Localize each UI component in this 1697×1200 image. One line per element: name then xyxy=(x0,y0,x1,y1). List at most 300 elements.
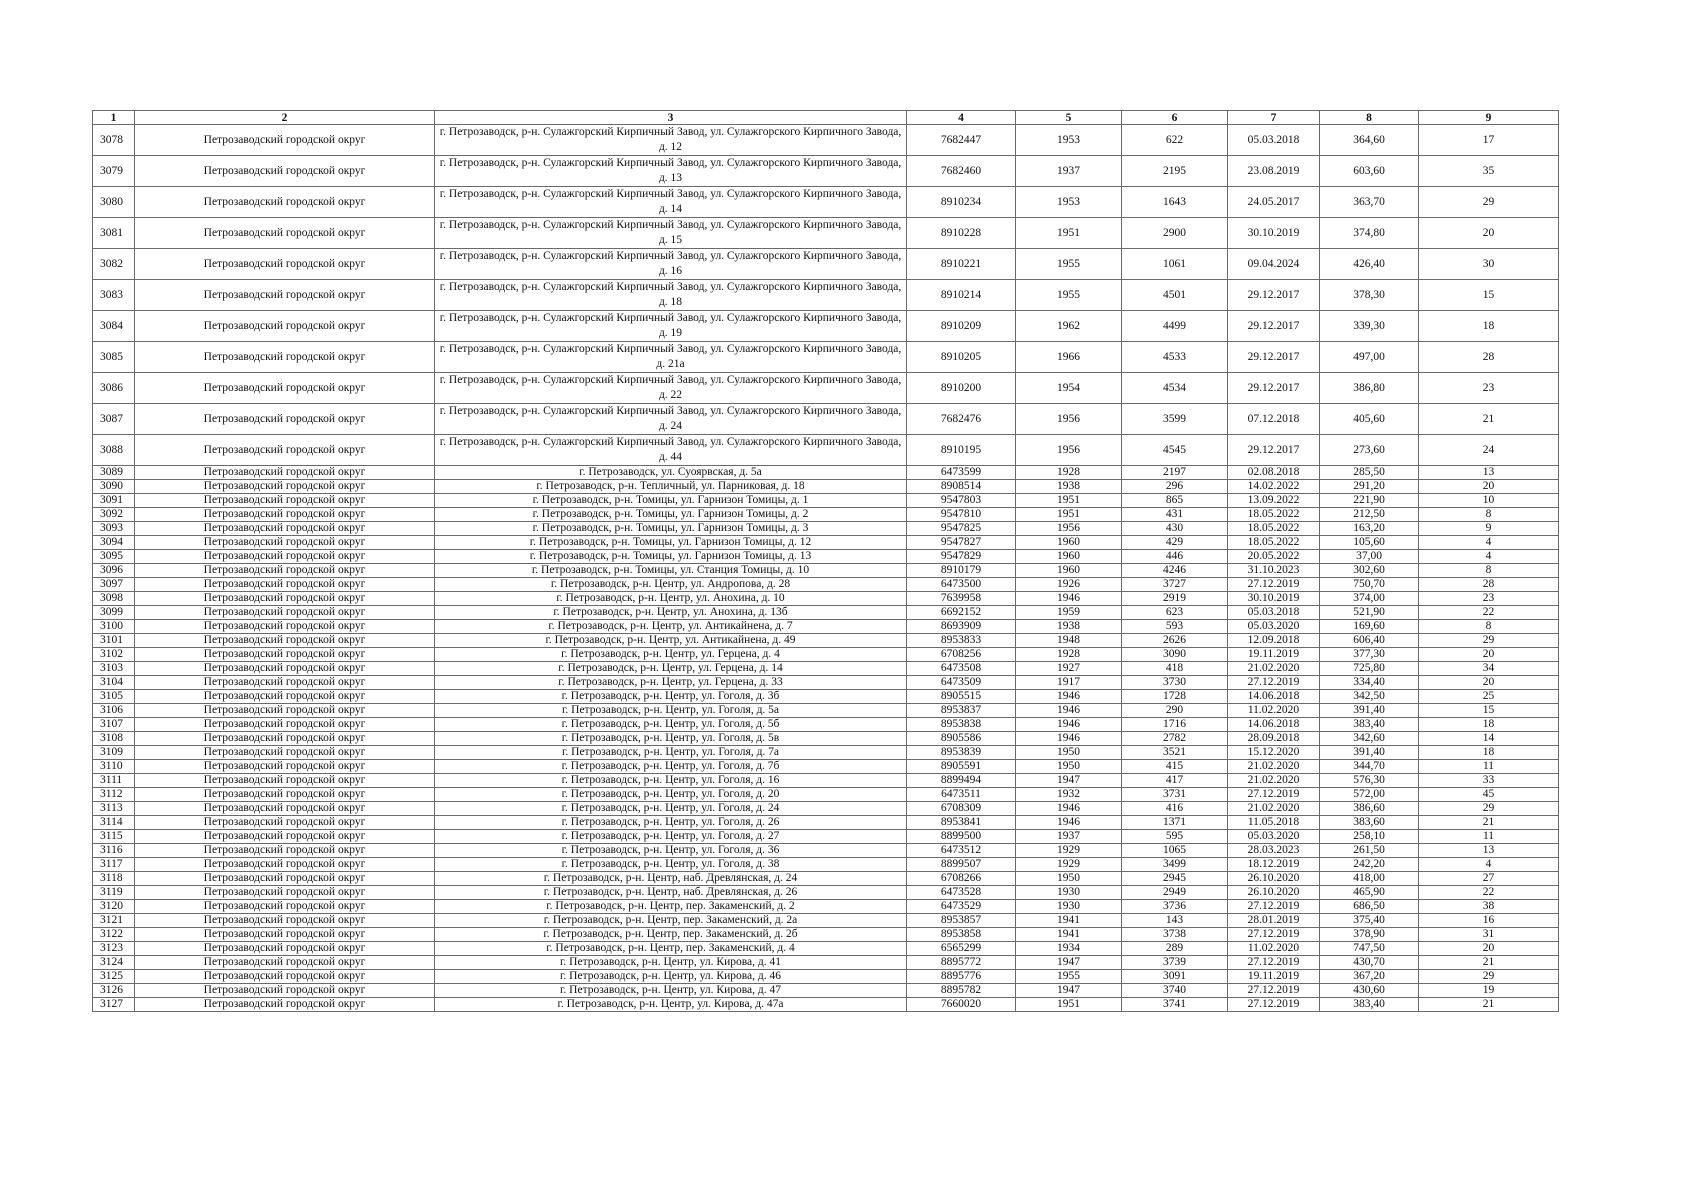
table-row xyxy=(93,886,1559,900)
address-cell: г. Петрозаводск, р-н. Центр, ул. Анохина, д. 10 xyxy=(435,592,907,606)
municipality-cell: Петрозаводский городской округ xyxy=(135,156,435,187)
table-row xyxy=(93,704,1559,718)
area-cell: 521,90 xyxy=(1320,606,1419,620)
year-cell: 1966 xyxy=(1016,342,1122,373)
municipality-cell: Петрозаводский городской округ xyxy=(135,816,435,830)
table-row xyxy=(93,942,1559,956)
date-cell: 21.02.2020 xyxy=(1228,774,1320,788)
address-cell: г. Петрозаводск, р-н. Томицы, ул. Гарнизон Томицы, д. 2 xyxy=(435,508,907,522)
year-cell: 1947 xyxy=(1016,774,1122,788)
date-cell: 05.03.2018 xyxy=(1228,606,1320,620)
area-cell: 302,60 xyxy=(1320,564,1419,578)
table-row xyxy=(93,404,1559,435)
value-9-cell: 11 xyxy=(1419,760,1559,774)
municipality-cell: Петрозаводский городской округ xyxy=(135,522,435,536)
value-9-cell: 21 xyxy=(1419,404,1559,435)
row-number: 3110 xyxy=(93,760,135,774)
row-number: 3085 xyxy=(93,342,135,373)
value-9-cell: 4 xyxy=(1419,536,1559,550)
municipality-cell: Петрозаводский городской округ xyxy=(135,592,435,606)
date-cell: 18.05.2022 xyxy=(1228,508,1320,522)
row-number: 3098 xyxy=(93,592,135,606)
table-row xyxy=(93,156,1559,187)
value-9-cell: 31 xyxy=(1419,928,1559,942)
value-6-cell: 3738 xyxy=(1122,928,1228,942)
object-id-cell: 7660020 xyxy=(907,998,1016,1012)
value-6-cell: 3741 xyxy=(1122,998,1228,1012)
year-cell: 1917 xyxy=(1016,676,1122,690)
year-cell: 1941 xyxy=(1016,928,1122,942)
table-row xyxy=(93,970,1559,984)
date-cell: 23.08.2019 xyxy=(1228,156,1320,187)
year-cell: 1946 xyxy=(1016,592,1122,606)
value-9-cell: 29 xyxy=(1419,187,1559,218)
row-number: 3078 xyxy=(93,125,135,156)
object-id-cell: 6473500 xyxy=(907,578,1016,592)
table-row xyxy=(93,732,1559,746)
value-6-cell: 3091 xyxy=(1122,970,1228,984)
address-cell: г. Петрозаводск, р-н. Центр, ул. Гоголя, д. 24 xyxy=(435,802,907,816)
year-cell: 1962 xyxy=(1016,311,1122,342)
table-row xyxy=(93,928,1559,942)
address-cell: г. Петрозаводск, р-н. Сулажгорский Кирпичный Завод, ул. Сулажгорского Кирпичного Завода, д. 12 xyxy=(435,125,907,156)
value-9-cell: 22 xyxy=(1419,606,1559,620)
municipality-cell: Петрозаводский городской округ xyxy=(135,435,435,466)
value-9-cell: 29 xyxy=(1419,970,1559,984)
year-cell: 1948 xyxy=(1016,634,1122,648)
object-id-cell: 7682447 xyxy=(907,125,1016,156)
address-cell: г. Петрозаводск, р-н. Центр, ул. Кирова, д. 41 xyxy=(435,956,907,970)
date-cell: 27.12.2019 xyxy=(1228,984,1320,998)
value-9-cell: 21 xyxy=(1419,816,1559,830)
date-cell: 26.10.2020 xyxy=(1228,872,1320,886)
table-row xyxy=(93,280,1559,311)
municipality-cell: Петрозаводский городской округ xyxy=(135,187,435,218)
row-number: 3108 xyxy=(93,732,135,746)
area-cell: 386,80 xyxy=(1320,373,1419,404)
row-number: 3124 xyxy=(93,956,135,970)
year-cell: 1953 xyxy=(1016,187,1122,218)
municipality-cell: Петрозаводский городской округ xyxy=(135,508,435,522)
row-number: 3088 xyxy=(93,435,135,466)
address-cell: г. Петрозаводск, р-н. Центр, ул. Гоголя, д. 36 xyxy=(435,844,907,858)
municipality-cell: Петрозаводский городской округ xyxy=(135,718,435,732)
table-row xyxy=(93,844,1559,858)
object-id-cell: 8953839 xyxy=(907,746,1016,760)
value-6-cell: 3521 xyxy=(1122,746,1228,760)
year-cell: 1926 xyxy=(1016,578,1122,592)
date-cell: 27.12.2019 xyxy=(1228,998,1320,1012)
table-row xyxy=(93,494,1559,508)
municipality-cell: Петрозаводский городской округ xyxy=(135,373,435,404)
area-cell: 212,50 xyxy=(1320,508,1419,522)
value-6-cell: 429 xyxy=(1122,536,1228,550)
value-9-cell: 14 xyxy=(1419,732,1559,746)
table-row xyxy=(93,522,1559,536)
value-6-cell: 2197 xyxy=(1122,466,1228,480)
object-id-cell: 9547829 xyxy=(907,550,1016,564)
value-9-cell: 11 xyxy=(1419,830,1559,844)
value-9-cell: 17 xyxy=(1419,125,1559,156)
object-id-cell: 7682460 xyxy=(907,156,1016,187)
address-cell: г. Петрозаводск, р-н. Центр, ул. Андропова, д. 28 xyxy=(435,578,907,592)
row-number: 3107 xyxy=(93,718,135,732)
object-id-cell: 8910209 xyxy=(907,311,1016,342)
municipality-cell: Петрозаводский городской округ xyxy=(135,536,435,550)
date-cell: 12.09.2018 xyxy=(1228,634,1320,648)
value-6-cell: 296 xyxy=(1122,480,1228,494)
row-number: 3125 xyxy=(93,970,135,984)
table-row xyxy=(93,830,1559,844)
address-cell: г. Петрозаводск, р-н. Центр, ул. Гоголя, д. 20 xyxy=(435,788,907,802)
address-cell: г. Петрозаводск, р-н. Центр, ул. Гоголя, д. 38 xyxy=(435,858,907,872)
row-number: 3097 xyxy=(93,578,135,592)
row-number: 3105 xyxy=(93,690,135,704)
area-cell: 383,40 xyxy=(1320,718,1419,732)
row-number: 3091 xyxy=(93,494,135,508)
object-id-cell: 6565299 xyxy=(907,942,1016,956)
year-cell: 1928 xyxy=(1016,648,1122,662)
municipality-cell: Петрозаводский городской округ xyxy=(135,788,435,802)
row-number: 3106 xyxy=(93,704,135,718)
area-cell: 747,50 xyxy=(1320,942,1419,956)
value-9-cell: 29 xyxy=(1419,802,1559,816)
object-id-cell: 8899494 xyxy=(907,774,1016,788)
value-6-cell: 2195 xyxy=(1122,156,1228,187)
value-6-cell: 3731 xyxy=(1122,788,1228,802)
municipality-cell: Петрозаводский городской округ xyxy=(135,480,435,494)
object-id-cell: 7682476 xyxy=(907,404,1016,435)
column-header: 6 xyxy=(1122,111,1228,125)
object-id-cell: 8953838 xyxy=(907,718,1016,732)
table-row xyxy=(93,536,1559,550)
object-id-cell: 8953857 xyxy=(907,914,1016,928)
year-cell: 1934 xyxy=(1016,942,1122,956)
value-6-cell: 2919 xyxy=(1122,592,1228,606)
value-6-cell: 3740 xyxy=(1122,984,1228,998)
municipality-cell: Петрозаводский городской округ xyxy=(135,218,435,249)
date-cell: 14.06.2018 xyxy=(1228,690,1320,704)
value-9-cell: 35 xyxy=(1419,156,1559,187)
value-9-cell: 8 xyxy=(1419,508,1559,522)
value-6-cell: 4501 xyxy=(1122,280,1228,311)
row-number: 3084 xyxy=(93,311,135,342)
date-cell: 18.12.2019 xyxy=(1228,858,1320,872)
table-row xyxy=(93,802,1559,816)
table-row xyxy=(93,872,1559,886)
address-cell: г. Петрозаводск, р-н. Центр, ул. Гоголя, д. 27 xyxy=(435,830,907,844)
column-header: 4 xyxy=(907,111,1016,125)
address-cell: г. Петрозаводск, р-н. Центр, пер. Закаменский, д. 2б xyxy=(435,928,907,942)
year-cell: 1927 xyxy=(1016,662,1122,676)
area-cell: 576,30 xyxy=(1320,774,1419,788)
value-9-cell: 33 xyxy=(1419,774,1559,788)
date-cell: 29.12.2017 xyxy=(1228,280,1320,311)
area-cell: 606,40 xyxy=(1320,634,1419,648)
value-9-cell: 34 xyxy=(1419,662,1559,676)
object-id-cell: 6708309 xyxy=(907,802,1016,816)
area-cell: 426,40 xyxy=(1320,249,1419,280)
area-cell: 363,70 xyxy=(1320,187,1419,218)
area-cell: 364,60 xyxy=(1320,125,1419,156)
year-cell: 1937 xyxy=(1016,156,1122,187)
object-id-cell: 7639958 xyxy=(907,592,1016,606)
address-cell: г. Петрозаводск, р-н. Центр, ул. Герцена, д. 14 xyxy=(435,662,907,676)
value-6-cell: 417 xyxy=(1122,774,1228,788)
area-cell: 391,40 xyxy=(1320,704,1419,718)
value-6-cell: 2945 xyxy=(1122,872,1228,886)
area-cell: 37,00 xyxy=(1320,550,1419,564)
value-9-cell: 22 xyxy=(1419,886,1559,900)
municipality-cell: Петрозаводский городской округ xyxy=(135,928,435,942)
municipality-cell: Петрозаводский городской округ xyxy=(135,676,435,690)
value-6-cell: 3499 xyxy=(1122,858,1228,872)
value-6-cell: 4246 xyxy=(1122,564,1228,578)
table-row xyxy=(93,125,1559,156)
object-id-cell: 8895776 xyxy=(907,970,1016,984)
address-cell: г. Петрозаводск, р-н. Центр, ул. Гоголя, д. 16 xyxy=(435,774,907,788)
year-cell: 1937 xyxy=(1016,830,1122,844)
object-id-cell: 6473528 xyxy=(907,886,1016,900)
area-cell: 242,20 xyxy=(1320,858,1419,872)
row-number: 3118 xyxy=(93,872,135,886)
table-row xyxy=(93,690,1559,704)
year-cell: 1947 xyxy=(1016,984,1122,998)
object-id-cell: 6708256 xyxy=(907,648,1016,662)
object-id-cell: 6473512 xyxy=(907,844,1016,858)
date-cell: 29.12.2017 xyxy=(1228,342,1320,373)
area-cell: 221,90 xyxy=(1320,494,1419,508)
year-cell: 1930 xyxy=(1016,900,1122,914)
value-9-cell: 27 xyxy=(1419,872,1559,886)
municipality-cell: Петрозаводский городской округ xyxy=(135,802,435,816)
area-cell: 375,40 xyxy=(1320,914,1419,928)
column-header: 1 xyxy=(93,111,135,125)
value-6-cell: 1643 xyxy=(1122,187,1228,218)
date-cell: 29.12.2017 xyxy=(1228,311,1320,342)
row-number: 3114 xyxy=(93,816,135,830)
year-cell: 1954 xyxy=(1016,373,1122,404)
value-9-cell: 45 xyxy=(1419,788,1559,802)
object-id-cell: 9547810 xyxy=(907,508,1016,522)
date-cell: 30.10.2019 xyxy=(1228,592,1320,606)
table-row xyxy=(93,662,1559,676)
object-id-cell: 8953833 xyxy=(907,634,1016,648)
row-number: 3122 xyxy=(93,928,135,942)
table-row xyxy=(93,984,1559,998)
area-cell: 339,30 xyxy=(1320,311,1419,342)
year-cell: 1950 xyxy=(1016,872,1122,886)
value-9-cell: 23 xyxy=(1419,373,1559,404)
area-cell: 386,60 xyxy=(1320,802,1419,816)
table-row xyxy=(93,774,1559,788)
date-cell: 11.02.2020 xyxy=(1228,704,1320,718)
address-cell: г. Петрозаводск, р-н. Центр, ул. Кирова, д. 47 xyxy=(435,984,907,998)
value-6-cell: 2782 xyxy=(1122,732,1228,746)
address-cell: г. Петрозаводск, р-н. Центр, пер. Закаменский, д. 4 xyxy=(435,942,907,956)
year-cell: 1955 xyxy=(1016,280,1122,311)
value-6-cell: 865 xyxy=(1122,494,1228,508)
object-id-cell: 8953837 xyxy=(907,704,1016,718)
column-header: 7 xyxy=(1228,111,1320,125)
municipality-cell: Петрозаводский городской округ xyxy=(135,342,435,373)
municipality-cell: Петрозаводский городской округ xyxy=(135,914,435,928)
year-cell: 1955 xyxy=(1016,970,1122,984)
row-number: 3099 xyxy=(93,606,135,620)
column-header: 8 xyxy=(1320,111,1419,125)
row-number: 3111 xyxy=(93,774,135,788)
table-row xyxy=(93,746,1559,760)
date-cell: 27.12.2019 xyxy=(1228,928,1320,942)
area-cell: 374,00 xyxy=(1320,592,1419,606)
address-cell: г. Петрозаводск, р-н. Сулажгорский Кирпичный Завод, ул. Сулажгорского Кирпичного Завода, д. 13 xyxy=(435,156,907,187)
value-9-cell: 16 xyxy=(1419,914,1559,928)
address-cell: г. Петрозаводск, р-н. Центр, ул. Антикайнена, д. 49 xyxy=(435,634,907,648)
year-cell: 1951 xyxy=(1016,494,1122,508)
value-9-cell: 18 xyxy=(1419,718,1559,732)
municipality-cell: Петрозаводский городской округ xyxy=(135,578,435,592)
value-9-cell: 15 xyxy=(1419,704,1559,718)
housing-table xyxy=(92,110,1559,1012)
year-cell: 1946 xyxy=(1016,690,1122,704)
table-row xyxy=(93,858,1559,872)
row-number: 3101 xyxy=(93,634,135,648)
year-cell: 1929 xyxy=(1016,858,1122,872)
row-number: 3127 xyxy=(93,998,135,1012)
year-cell: 1928 xyxy=(1016,466,1122,480)
row-number: 3100 xyxy=(93,620,135,634)
value-9-cell: 13 xyxy=(1419,466,1559,480)
table-row xyxy=(93,788,1559,802)
row-number: 3089 xyxy=(93,466,135,480)
area-cell: 374,80 xyxy=(1320,218,1419,249)
value-6-cell: 143 xyxy=(1122,914,1228,928)
table-row xyxy=(93,373,1559,404)
value-9-cell: 20 xyxy=(1419,676,1559,690)
row-number: 3086 xyxy=(93,373,135,404)
municipality-cell: Петрозаводский городской округ xyxy=(135,494,435,508)
year-cell: 1930 xyxy=(1016,886,1122,900)
row-number: 3090 xyxy=(93,480,135,494)
year-cell: 1932 xyxy=(1016,788,1122,802)
address-cell: г. Петрозаводск, р-н. Центр, ул. Герцена, д. 33 xyxy=(435,676,907,690)
area-cell: 430,60 xyxy=(1320,984,1419,998)
address-cell: г. Петрозаводск, р-н. Томицы, ул. Станция Томицы, д. 10 xyxy=(435,564,907,578)
object-id-cell: 8910179 xyxy=(907,564,1016,578)
value-6-cell: 446 xyxy=(1122,550,1228,564)
year-cell: 1953 xyxy=(1016,125,1122,156)
table-row xyxy=(93,592,1559,606)
row-number: 3102 xyxy=(93,648,135,662)
value-9-cell: 28 xyxy=(1419,342,1559,373)
municipality-cell: Петрозаводский городской округ xyxy=(135,970,435,984)
value-9-cell: 15 xyxy=(1419,280,1559,311)
date-cell: 28.03.2023 xyxy=(1228,844,1320,858)
row-number: 3092 xyxy=(93,508,135,522)
year-cell: 1946 xyxy=(1016,802,1122,816)
address-cell: г. Петрозаводск, р-н. Сулажгорский Кирпичный Завод, ул. Сулажгорского Кирпичного Завода, д. 22 xyxy=(435,373,907,404)
area-cell: 163,20 xyxy=(1320,522,1419,536)
value-9-cell: 21 xyxy=(1419,956,1559,970)
address-cell: г. Петрозаводск, р-н. Центр, пер. Закаменский, д. 2 xyxy=(435,900,907,914)
date-cell: 28.01.2019 xyxy=(1228,914,1320,928)
address-cell: г. Петрозаводск, р-н. Центр, ул. Антикайнена, д. 7 xyxy=(435,620,907,634)
year-cell: 1960 xyxy=(1016,550,1122,564)
municipality-cell: Петрозаводский городской округ xyxy=(135,690,435,704)
area-cell: 383,40 xyxy=(1320,998,1419,1012)
date-cell: 11.05.2018 xyxy=(1228,816,1320,830)
date-cell: 05.03.2020 xyxy=(1228,830,1320,844)
year-cell: 1938 xyxy=(1016,620,1122,634)
column-header: 3 xyxy=(435,111,907,125)
value-6-cell: 1061 xyxy=(1122,249,1228,280)
value-6-cell: 4533 xyxy=(1122,342,1228,373)
column-header: 9 xyxy=(1419,111,1559,125)
date-cell: 14.06.2018 xyxy=(1228,718,1320,732)
table-header-row xyxy=(93,111,1559,125)
area-cell: 603,60 xyxy=(1320,156,1419,187)
row-number: 3096 xyxy=(93,564,135,578)
area-cell: 430,70 xyxy=(1320,956,1419,970)
municipality-cell: Петрозаводский городской округ xyxy=(135,704,435,718)
row-number: 3103 xyxy=(93,662,135,676)
object-id-cell: 8910228 xyxy=(907,218,1016,249)
row-number: 3113 xyxy=(93,802,135,816)
address-cell: г. Петрозаводск, р-н. Сулажгорский Кирпичный Завод, ул. Сулажгорского Кирпичного Завода, д. 44 xyxy=(435,435,907,466)
row-number: 3083 xyxy=(93,280,135,311)
year-cell: 1950 xyxy=(1016,760,1122,774)
row-number: 3087 xyxy=(93,404,135,435)
date-cell: 18.05.2022 xyxy=(1228,522,1320,536)
address-cell: г. Петрозаводск, р-н. Томицы, ул. Гарнизон Томицы, д. 12 xyxy=(435,536,907,550)
value-6-cell: 3727 xyxy=(1122,578,1228,592)
year-cell: 1951 xyxy=(1016,218,1122,249)
date-cell: 24.05.2017 xyxy=(1228,187,1320,218)
value-9-cell: 21 xyxy=(1419,998,1559,1012)
table-row xyxy=(93,620,1559,634)
date-cell: 19.11.2019 xyxy=(1228,970,1320,984)
address-cell: г. Петрозаводск, р-н. Томицы, ул. Гарнизон Томицы, д. 13 xyxy=(435,550,907,564)
row-number: 3095 xyxy=(93,550,135,564)
address-cell: г. Петрозаводск, р-н. Центр, ул. Гоголя, д. 7б xyxy=(435,760,907,774)
year-cell: 1955 xyxy=(1016,249,1122,280)
object-id-cell: 6473529 xyxy=(907,900,1016,914)
date-cell: 02.08.2018 xyxy=(1228,466,1320,480)
table-body xyxy=(93,125,1559,1012)
municipality-cell: Петрозаводский городской округ xyxy=(135,280,435,311)
area-cell: 686,50 xyxy=(1320,900,1419,914)
date-cell: 27.12.2019 xyxy=(1228,578,1320,592)
year-cell: 1947 xyxy=(1016,956,1122,970)
municipality-cell: Петрозаводский городской округ xyxy=(135,844,435,858)
address-cell: г. Петрозаводск, р-н. Сулажгорский Кирпичный Завод, ул. Сулажгорского Кирпичного Завода, д. 18 xyxy=(435,280,907,311)
table-row xyxy=(93,914,1559,928)
row-number: 3115 xyxy=(93,830,135,844)
column-header: 5 xyxy=(1016,111,1122,125)
area-cell: 750,70 xyxy=(1320,578,1419,592)
municipality-cell: Петрозаводский городской округ xyxy=(135,732,435,746)
area-cell: 258,10 xyxy=(1320,830,1419,844)
value-6-cell: 3599 xyxy=(1122,404,1228,435)
municipality-cell: Петрозаводский городской округ xyxy=(135,900,435,914)
value-9-cell: 24 xyxy=(1419,435,1559,466)
municipality-cell: Петрозаводский городской округ xyxy=(135,746,435,760)
object-id-cell: 9547803 xyxy=(907,494,1016,508)
table-row xyxy=(93,956,1559,970)
object-id-cell: 6473508 xyxy=(907,662,1016,676)
area-cell: 344,70 xyxy=(1320,760,1419,774)
value-9-cell: 8 xyxy=(1419,620,1559,634)
